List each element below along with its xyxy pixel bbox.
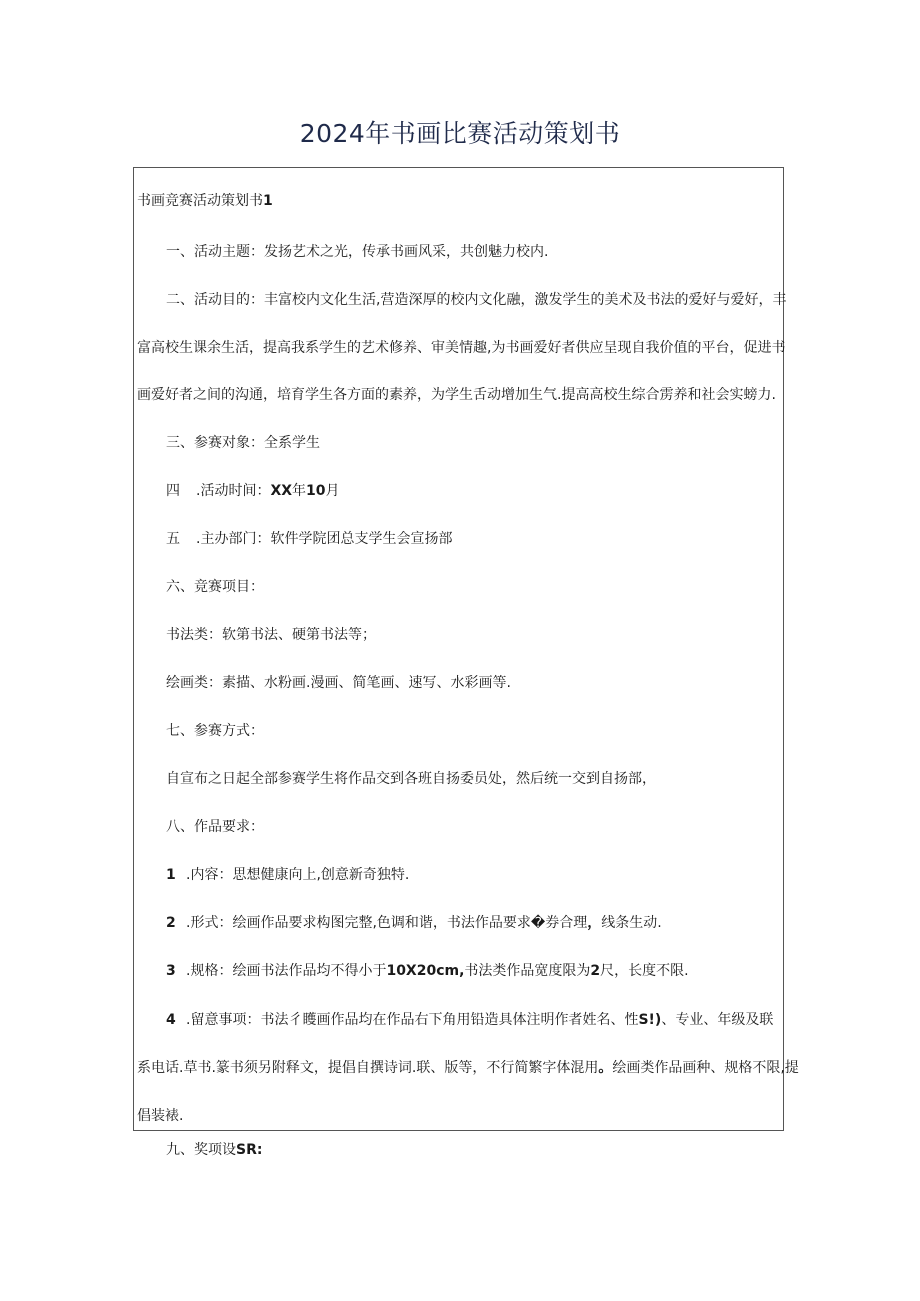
requirement-4-text-c: 、专业、年级及联 <box>661 1012 774 1028</box>
time-year-unit: 年 <box>292 483 307 499</box>
requirement-2-text-b: ， <box>587 915 602 931</box>
requirement-4-text-a: .留意事项：书法彳矆画作品均在作品右下角用铅造具体注明作者姓名、性 <box>186 1012 639 1028</box>
requirement-4-line-3: 倡装裱. <box>137 1108 184 1124</box>
awards-text: 九、奖项设 <box>166 1142 236 1158</box>
purpose-line-1: 二、活动目的：丰富校内文化生活,营造深厚的校内文化融，激发学生的美术及书法的爱好与爱好，丰 <box>166 292 787 308</box>
requirement-3-text-c: 书法类作品宽度限为 <box>464 963 591 979</box>
requirement-4-text-b: S!) <box>638 1012 662 1028</box>
participants-line: 三、参赛对象：全系学生 <box>166 435 320 451</box>
document-title: 2024年书画比赛活动策划书 <box>299 119 621 148</box>
painting-line: 绘画类：素描、水粉画.漫画、简笔画、速写、水彩画等. <box>166 675 511 691</box>
time-line <box>166 481 340 501</box>
organizer-index: 五 <box>166 531 180 547</box>
calligraphy-line: 书法类：软第书法、硬第书法等； <box>166 627 376 643</box>
requirement-3-text-a: .规格：绘画书法作品均不得小于 <box>186 963 387 979</box>
theme-line: 一、活动主题：发扬艺术之光，传承书画风采，共创魅力校内. <box>166 244 549 260</box>
content-frame <box>133 167 787 1131</box>
requirement-4-line-2-a: 系电话.草书.篆书须另附释文，提倡自撰诗词.联、版等，不行简繁字体混用 <box>137 1060 599 1076</box>
awards-suffix: SR: <box>236 1142 263 1158</box>
heading-text: 书画竞赛活动策划书 <box>137 193 263 209</box>
method-heading: 七、参赛方式： <box>166 723 264 739</box>
heading-number: 1 <box>263 193 273 209</box>
requirement-2-text-c: 线条生动. <box>601 915 662 931</box>
requirement-2-text-a: .形式：绘画作品要求构图完整,色调和谐，书法作品要求�券合理 <box>186 915 588 931</box>
requirement-4-line-2-b: 。 <box>598 1060 613 1076</box>
requirement-3-text-e: 尺，长度不限. <box>600 963 689 979</box>
purpose-line-2: 富高校生课余生活，提高我系学生的艺术修养、审美情趣,为书画爱好者供应呈现自我价值的平台，促进书 <box>137 340 786 356</box>
requirement-1-text: .内容：思想健康向上,创意新奇独特. <box>186 867 410 883</box>
method-text: 自宣布之日起全部参赛学生将作品交到各班自扬委员处，然后统一交到自扬部， <box>166 771 656 787</box>
requirement-1 <box>166 865 409 885</box>
requirement-4-number: 4 <box>166 1012 176 1028</box>
requirement-3-size: 10X20cm, <box>386 963 465 979</box>
requirement-4-line-2 <box>137 1058 799 1078</box>
items-heading: 六、竞赛项目： <box>166 579 264 595</box>
organizer-text: .主办部门：软件学院团总支学生会宣扬部 <box>196 531 453 547</box>
time-index: 四 <box>166 483 180 499</box>
requirement-1-number: 1 <box>166 867 176 883</box>
requirement-4-line-2-c: 绘画类作品画种、规格不限,提 <box>612 1060 799 1076</box>
purpose-line-3: 画爱好者之间的沟通，培育学生各方面的素养，为学生舌动增加生气.提高高校生综合雳养和社会实螃力. <box>137 387 776 403</box>
requirement-3-number: 3 <box>166 963 176 979</box>
requirement-3-width: 2 <box>590 963 601 979</box>
time-month-unit: 月 <box>325 483 340 499</box>
requirement-4-line-1 <box>166 1010 773 1030</box>
awards-heading <box>166 1140 262 1160</box>
requirement-2-number: 2 <box>166 915 176 931</box>
requirement-3 <box>166 961 689 981</box>
time-year: XX <box>270 483 293 499</box>
time-month: 10 <box>306 483 326 499</box>
organizer-line <box>166 529 452 549</box>
requirements-heading: 八、作品要求： <box>166 819 264 835</box>
requirement-2 <box>166 913 662 933</box>
section-heading <box>137 191 273 211</box>
time-label: .活动时间： <box>196 483 271 499</box>
